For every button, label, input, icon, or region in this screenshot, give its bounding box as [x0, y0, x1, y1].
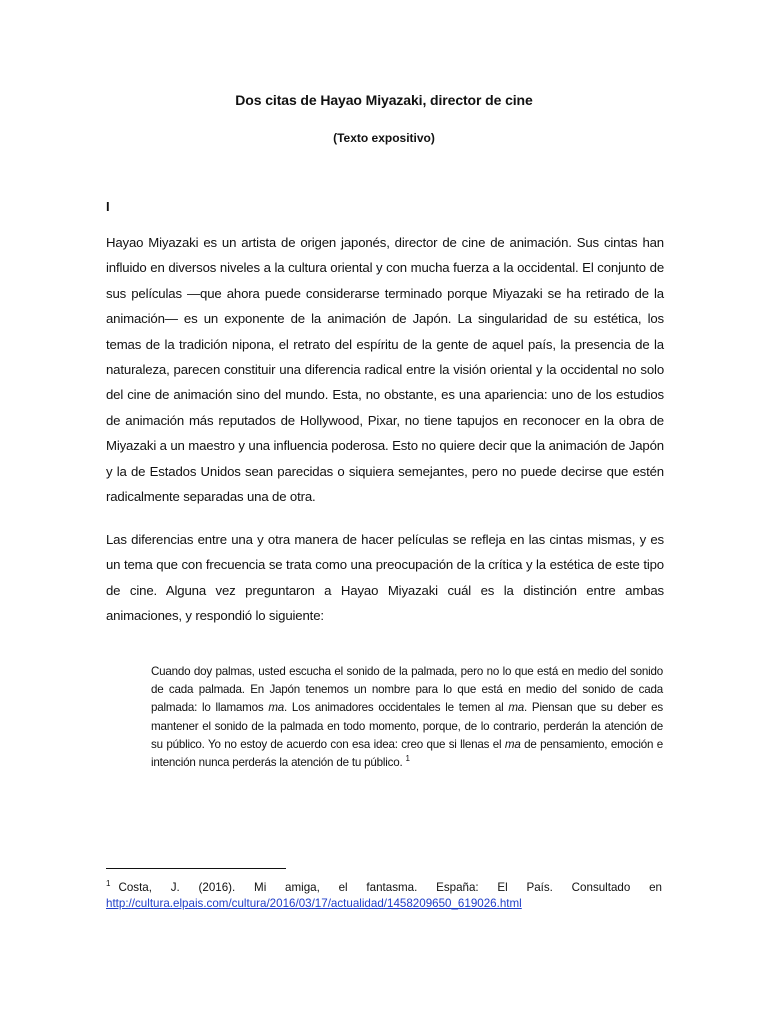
footnote-reference[interactable]: 1 [405, 754, 410, 764]
quote-text-3: . Piensan que su deber es mantener el sonido de la palmada en todo momento, porque, de lo contrario, perderán la atención de su público. Yo no estoy de acuerdo con esa idea: creo que si llenas el [151, 701, 663, 751]
paragraph-1: Hayao Miyazaki es un artista de origen japonés, director de cine de animación. Sus cintas han influido en diversos niveles a la cultura oriental y con mucha fuerza a la occidental. El conjunto de sus películas —que ahora puede considerarse terminado porque Miyazaki se ha retirado de la animación— es un exponente de la animación de Japón. La singularidad de su estética, los temas de la tradición nipona, el retrato del espíritu de la gente de aquel país, la presencia de la naturaleza, parecen constituir una diferencia radical entre la visión oriental y la occidental no solo del cine de animación sino del mundo. Esta, no obstante, es una apariencia: uno de los estudios de animación más reputados de Hollywood, Pixar, no tiene tapujos en reconocer en la obra de Miyazaki a un maestro y una influencia poderosa. Esto no quiere decir que la animación de Japón y la de Estados Unidos sean parecidas o siquiera semejantes, pero no puede decirse que estén radicalmente separadas una de otra. [106, 235, 664, 505]
footnote-publisher-word: País. [526, 880, 553, 894]
quote-text-1: Cuando doy palmas, usted escucha el sonido de la palmada, pero no lo que está en medio del sonido de cada palmada. En Japón tenemos un nombre para lo que está en medio del sonido de cada palmada: lo llamamos [151, 665, 663, 715]
footnote-title-word: amiga, [285, 880, 320, 894]
paragraph-2: Las diferencias entre una y otra manera de hacer películas se refleja en las cintas mismas, y es un tema que con frecuencia se trata como una preocupación de la crítica y la estética de este tipo de cine. Alguna vez preguntaron a Hayao Miyazaki cuál es la distinción entre ambas animaciones, y respondió lo siguiente: [106, 532, 664, 624]
footnote-author: Costa, [118, 880, 152, 894]
block-quote [151, 663, 663, 772]
footnote-publisher-word: El [497, 880, 508, 894]
document-title: Dos citas de Hayao Miyazaki, director de cine [235, 92, 533, 108]
footnote-lead [106, 876, 152, 896]
footnote-separator [106, 868, 286, 869]
quote-text-2: . Los animadores occidentales le temen al [284, 701, 509, 715]
quote-emphasis-ma-3: ma [504, 737, 521, 751]
footnote-url-link[interactable]: http://cultura.elpais.com/cultura/2016/03/17/actualidad/1458209650_619026.html [106, 896, 522, 910]
section-numeral: I [106, 199, 110, 214]
footnote-citation [106, 876, 662, 896]
footnote-year: (2016). [198, 880, 236, 894]
footnote-title-word: el [338, 880, 348, 894]
footnote [106, 876, 662, 912]
quote-emphasis-ma-1: ma [268, 701, 285, 715]
document-subtitle: (Texto expositivo) [333, 131, 435, 145]
quote-text-4: de pensamiento, emoción e intención nunca perderás la atención de tu público. [151, 737, 663, 770]
quote-emphasis-ma-2: ma [508, 701, 525, 715]
footnote-initial: J. [170, 880, 180, 894]
footnote-title-word: Mi [254, 880, 267, 894]
footnote-consulted-in: en [649, 880, 662, 894]
footnote-place: España: [436, 880, 479, 894]
footnote-title-word: fantasma. [366, 880, 418, 894]
footnote-number: 1 [106, 879, 111, 888]
footnote-consulted: Consultado [571, 880, 631, 894]
